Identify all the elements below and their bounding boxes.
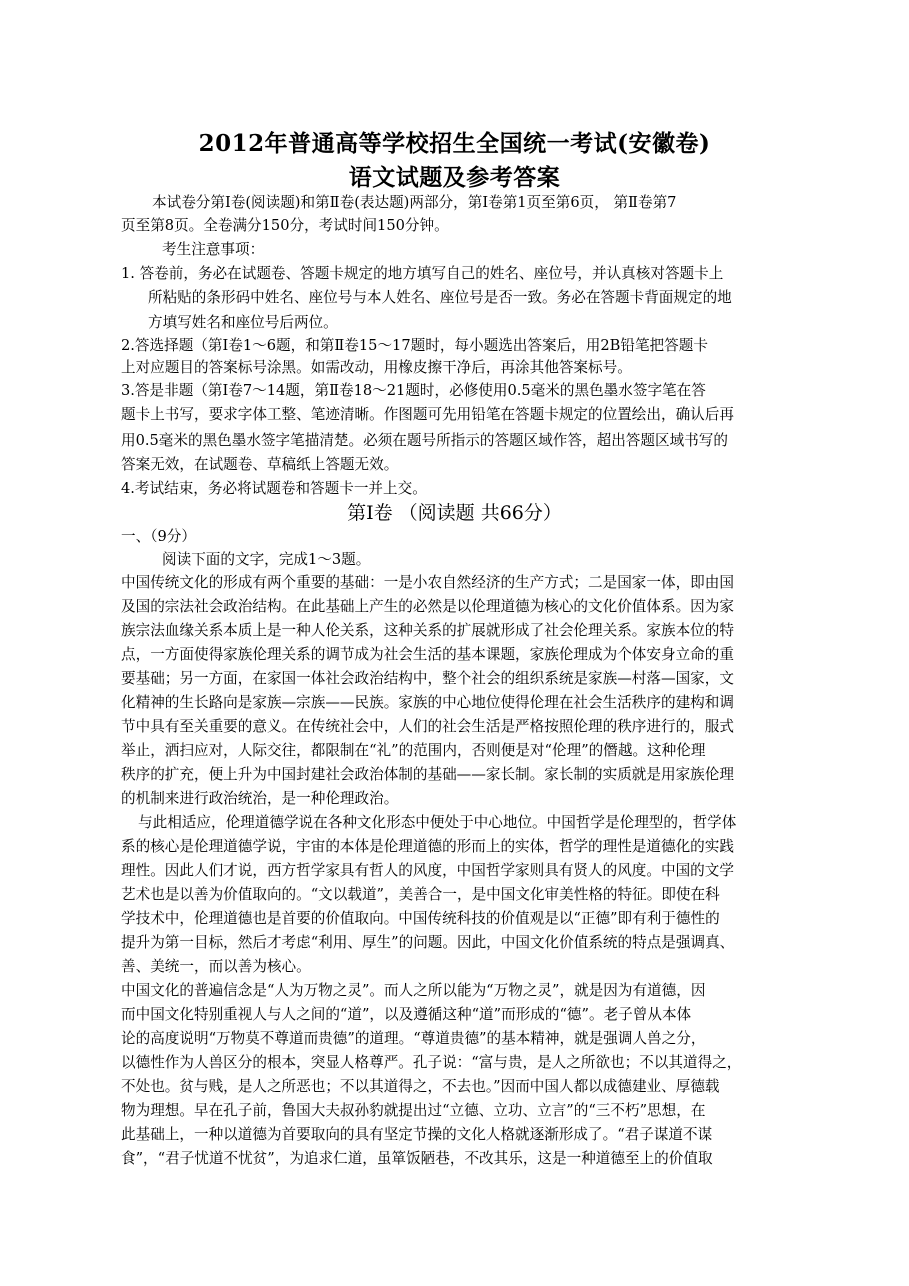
reading-instruction: 阅读下面的文字，完成1～3题。 [162, 551, 371, 568]
notice-item: 题卡上书写，要求字体工整、笔迹清晰。作图题可先用铅笔在答题卡规定的位置绘出，确认后再 [121, 406, 734, 423]
exam-title: 2012年普通高等学校招生全国统一考试(安徽卷) [198, 130, 711, 157]
passage-line: 食”，“君子忧道不忧贫”，为追求仁道，虽箪饭陋巷，不改其乐，这是一种道德至上的价值取 [121, 1150, 713, 1167]
passage-line: 学技术中，伦理道德也是首要的价值取向。中国传统科技的价值观是以“正德”即有利于德性的 [121, 910, 720, 927]
passage-line: 节中具有至关重要的意义。在传统社会中，人们的社会生活是严格按照伦理的秩序进行的，服式 [121, 718, 734, 735]
passage-line: 化精神的生长路向是家族—宗族——民族。家族的中心地位使得伦理在社会生活秩序的建构和调 [121, 694, 734, 711]
notice-item: 上对应题目的答案标号涂黑。如需改动，用橡皮擦干净后，再涂其他答案标号。 [121, 359, 632, 376]
notice-item: 所粘贴的条形码中姓名、座位号与本人姓名、座位号是否一致。务必在答题卡背面规定的地 [148, 289, 732, 306]
intro-line: 页至第8页。全卷满分150分，考试时间150分钟。 [121, 217, 449, 234]
notice-item: 3.答是非题（第Ⅰ卷7～14题，第Ⅱ卷18～21题时，必修使用0.5毫米的黑色墨水签字笔在答 [121, 382, 706, 399]
passage-line: 艺术也是以善为价值取向的。“文以载道”，美善合一，是中国文化审美性格的特征。即使在科 [121, 886, 720, 903]
passage-line: 物为理想。早在孔子前，鲁国大夫叔孙豹就提出过“立德、立功、立言”的“三不朽”思想，在 [121, 1102, 706, 1119]
passage-line: 而中国文化特别重视人与人之间的“道”，以及遵循这种“道”而形成的“德”。老子曾从本体 [121, 1006, 692, 1023]
notice-item: 1. 答卷前，务必在试题卷、答题卡规定的地方填写自己的姓名、座位号，并认真核对答题卡上 [121, 265, 724, 282]
passage-line: 要基础；另一方面，在家国一体社会政治结构中，整个社会的组织系统是家族—村落—国家，文 [121, 670, 734, 687]
passage-line: 中国文化的普遍信念是“人为万物之灵”。而人之所以能为“万物之灵”，就是因为有道德，因 [121, 982, 706, 999]
notice-item: 2.答选择题（第Ⅰ卷1～6题，和第Ⅱ卷15～17题时，每小题选出答案后，用2B铅笔把答题卡 [121, 337, 708, 354]
passage-line: 提升为第一目标，然后才考虑“利用、厚生”的问题。因此，中国文化价值系统的特点是强调真、 [121, 934, 735, 951]
notice-item: 方填写姓名和座位号后两位。 [148, 314, 338, 331]
passage-line: 点，一方面使得家族伦理关系的调节成为社会生活的基本课题，家族伦理成为个体安身立命的重 [121, 646, 734, 663]
passage-line: 系的核心是伦理道德学说，宇宙的本体是伦理道德的形而上的实体，哲学的理性是道德化的实践 [121, 838, 734, 855]
passage-line: 与此相适应，伦理道德学说在各种文化形态中便处于中心地位。中国哲学是伦理型的，哲学体 [138, 814, 737, 831]
passage-line: 族宗法血缘关系本质上是一种人伦关系，这种关系的扩展就形成了社会伦理关系。家族本位的特 [121, 622, 734, 639]
passage-line: 以德性作为人兽区分的根本，突显人格尊严。孔子说：“富与贵，是人之所欲也；不以其道得之， [121, 1054, 742, 1071]
passage-line: 论的高度说明“万物莫不尊道而贵德”的道理。“尊道贵德”的基本精神，就是强调人兽之分， [121, 1030, 706, 1047]
passage-line: 秩序的扩充，便上升为中国封建社会政治体制的基础——家长制。家长制的实质就是用家族伦理 [121, 766, 734, 783]
passage-line: 不处也。贫与贱，是人之所恶也；不以其道得之，不去也。”因而中国人都以成德建业、厚德载 [121, 1078, 720, 1095]
notice-heading: 考生注意事项： [162, 241, 265, 258]
passage-line: 此基础上，一种以道德为首要取向的具有坚定节操的文化人格就逐渐形成了。“君子谋道不谋 [121, 1126, 713, 1143]
intro-line: 本试卷分第Ⅰ卷(阅读题)和第Ⅱ卷(表达题)两部分，第Ⅰ卷第1页至第6页， 第Ⅱ卷第7 [152, 194, 677, 211]
passage-line: 中国传统文化的形成有两个重要的基础：一是小农自然经济的生产方式；二是国家一体，即由国 [121, 574, 734, 591]
passage-line: 的机制来进行政治统治，是一种伦理政治。 [121, 790, 399, 807]
passage-line: 及国的宗法社会政治结构。在此基础上产生的必然是以伦理道德为核心的文化价值体系。因为家 [121, 598, 734, 615]
section-heading: 第Ⅰ卷 （阅读题 共66分） [347, 502, 562, 524]
passage-line: 善、美统一，而以善为核心。 [121, 958, 311, 975]
notice-item: 答案无效，在试题卷、草稿纸上答题无效。 [121, 456, 399, 473]
notice-item: 4.考试结束，务必将试题卷和答题卡一并上交。 [121, 480, 427, 497]
passage-line: 举止，洒扫应对，人际交往，都限制在“礼”的范围内，否则便是对“伦理”的僭越。这种伦理 [121, 742, 706, 759]
part-label: 一、（9分） [121, 528, 196, 545]
passage-line: 理性。因此人们才说，西方哲学家具有哲人的风度，中国哲学家则具有贤人的风度。中国的文学 [121, 862, 734, 879]
exam-subtitle: 语文试题及参考答案 [348, 164, 561, 191]
notice-item: 用0.5毫米的黑色墨水签字笔描清楚。必须在题号所指示的答题区域作答，超出答题区域书写的 [121, 432, 728, 449]
